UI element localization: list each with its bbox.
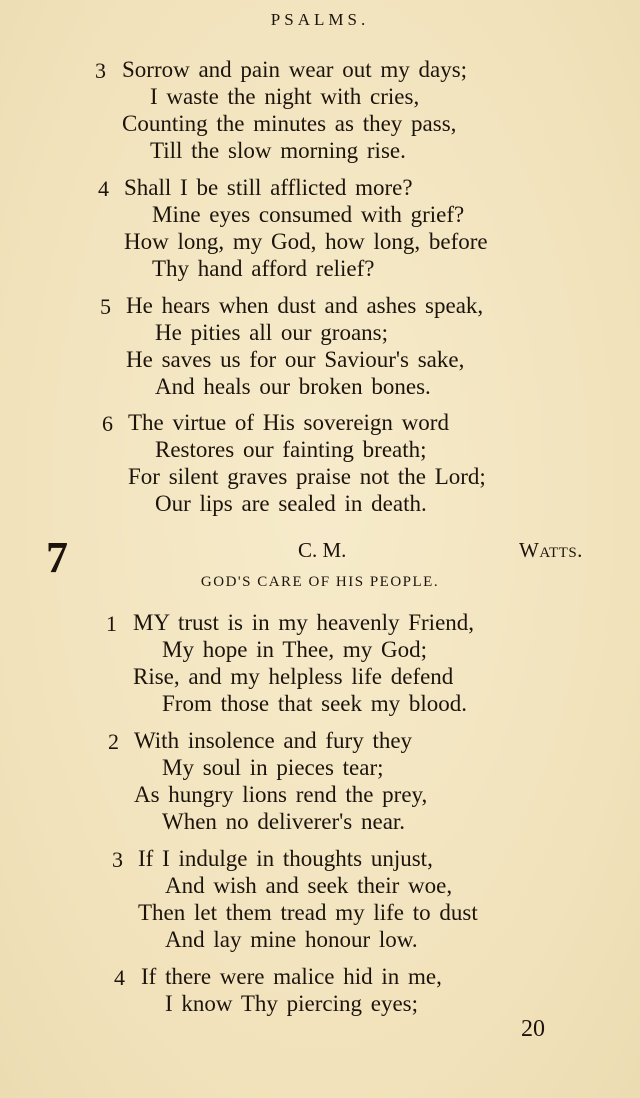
verse-line: When no deliverer's near. bbox=[162, 809, 406, 834]
verse-line: Thy hand afford relief? bbox=[152, 256, 375, 281]
running-header: PSALMS. bbox=[270, 10, 370, 29]
verse-line: Our lips are sealed in death. bbox=[155, 491, 427, 516]
verse-line: Sorrow and pain wear out my days; bbox=[122, 57, 468, 82]
verse-line: I waste the night with cries, bbox=[150, 84, 420, 109]
stanza-number: 6 bbox=[102, 411, 113, 436]
stanza-number: 4 bbox=[98, 176, 109, 201]
verse-line: He pities all our groans; bbox=[155, 320, 389, 345]
stanza-number: 5 bbox=[100, 294, 111, 319]
verse-line: Restores our fainting breath; bbox=[155, 437, 427, 462]
verse-line: Then let them tread my life to dust bbox=[138, 900, 478, 925]
stanza-number: 2 bbox=[108, 729, 119, 754]
page-number: 20 bbox=[521, 1016, 545, 1042]
hymn-subtitle: GOD'S CARE OF HIS PEOPLE. bbox=[200, 574, 440, 590]
verse-line: Counting the minutes as they pass, bbox=[122, 111, 457, 136]
verse-line: If there were malice hid in me, bbox=[141, 964, 442, 989]
stanza-number: 4 bbox=[114, 965, 125, 990]
verse-line: MY trust is in my heavenly Friend, bbox=[133, 610, 475, 635]
verse-line: I know Thy piercing eyes; bbox=[165, 991, 419, 1016]
verse-line: He saves us for our Saviour's sake, bbox=[126, 347, 465, 372]
verse-line: Till the slow morning rise. bbox=[150, 138, 406, 163]
verse-line: From those that seek my blood. bbox=[162, 691, 468, 716]
stanza-number: 3 bbox=[95, 58, 106, 83]
verse-line: Shall I be still afflicted more? bbox=[124, 175, 413, 200]
verse-line: If I indulge in thoughts unjust, bbox=[138, 846, 433, 871]
verse-line: And lay mine honour low. bbox=[165, 927, 418, 952]
verse-line: He hears when dust and ashes speak, bbox=[126, 293, 484, 318]
verse-line: My hope in Thee, my God; bbox=[162, 637, 427, 662]
verse-line: My soul in pieces tear; bbox=[162, 755, 384, 780]
verse-line: Rise, and my helpless life defend bbox=[133, 664, 454, 689]
verse-line: With insolence and fury they bbox=[134, 728, 413, 753]
hymn-meter: C. M. bbox=[298, 538, 347, 562]
hymn-number: 7 bbox=[46, 533, 68, 582]
verse-line: Mine eyes consumed with grief? bbox=[152, 202, 465, 227]
stanza-number: 1 bbox=[106, 611, 117, 636]
verse-line: And wish and seek their woe, bbox=[165, 873, 453, 898]
verse-line: As hungry lions rend the prey, bbox=[134, 782, 428, 807]
hymn-author: Watts. bbox=[519, 538, 583, 562]
verse-line: For silent graves praise not the Lord; bbox=[128, 464, 486, 489]
verse-line: And heals our broken bones. bbox=[155, 374, 431, 399]
stanza-number: 3 bbox=[112, 847, 123, 872]
verse-line: How long, my God, how long, before bbox=[124, 229, 488, 254]
verse-line: The virtue of His sovereign word bbox=[128, 410, 449, 435]
